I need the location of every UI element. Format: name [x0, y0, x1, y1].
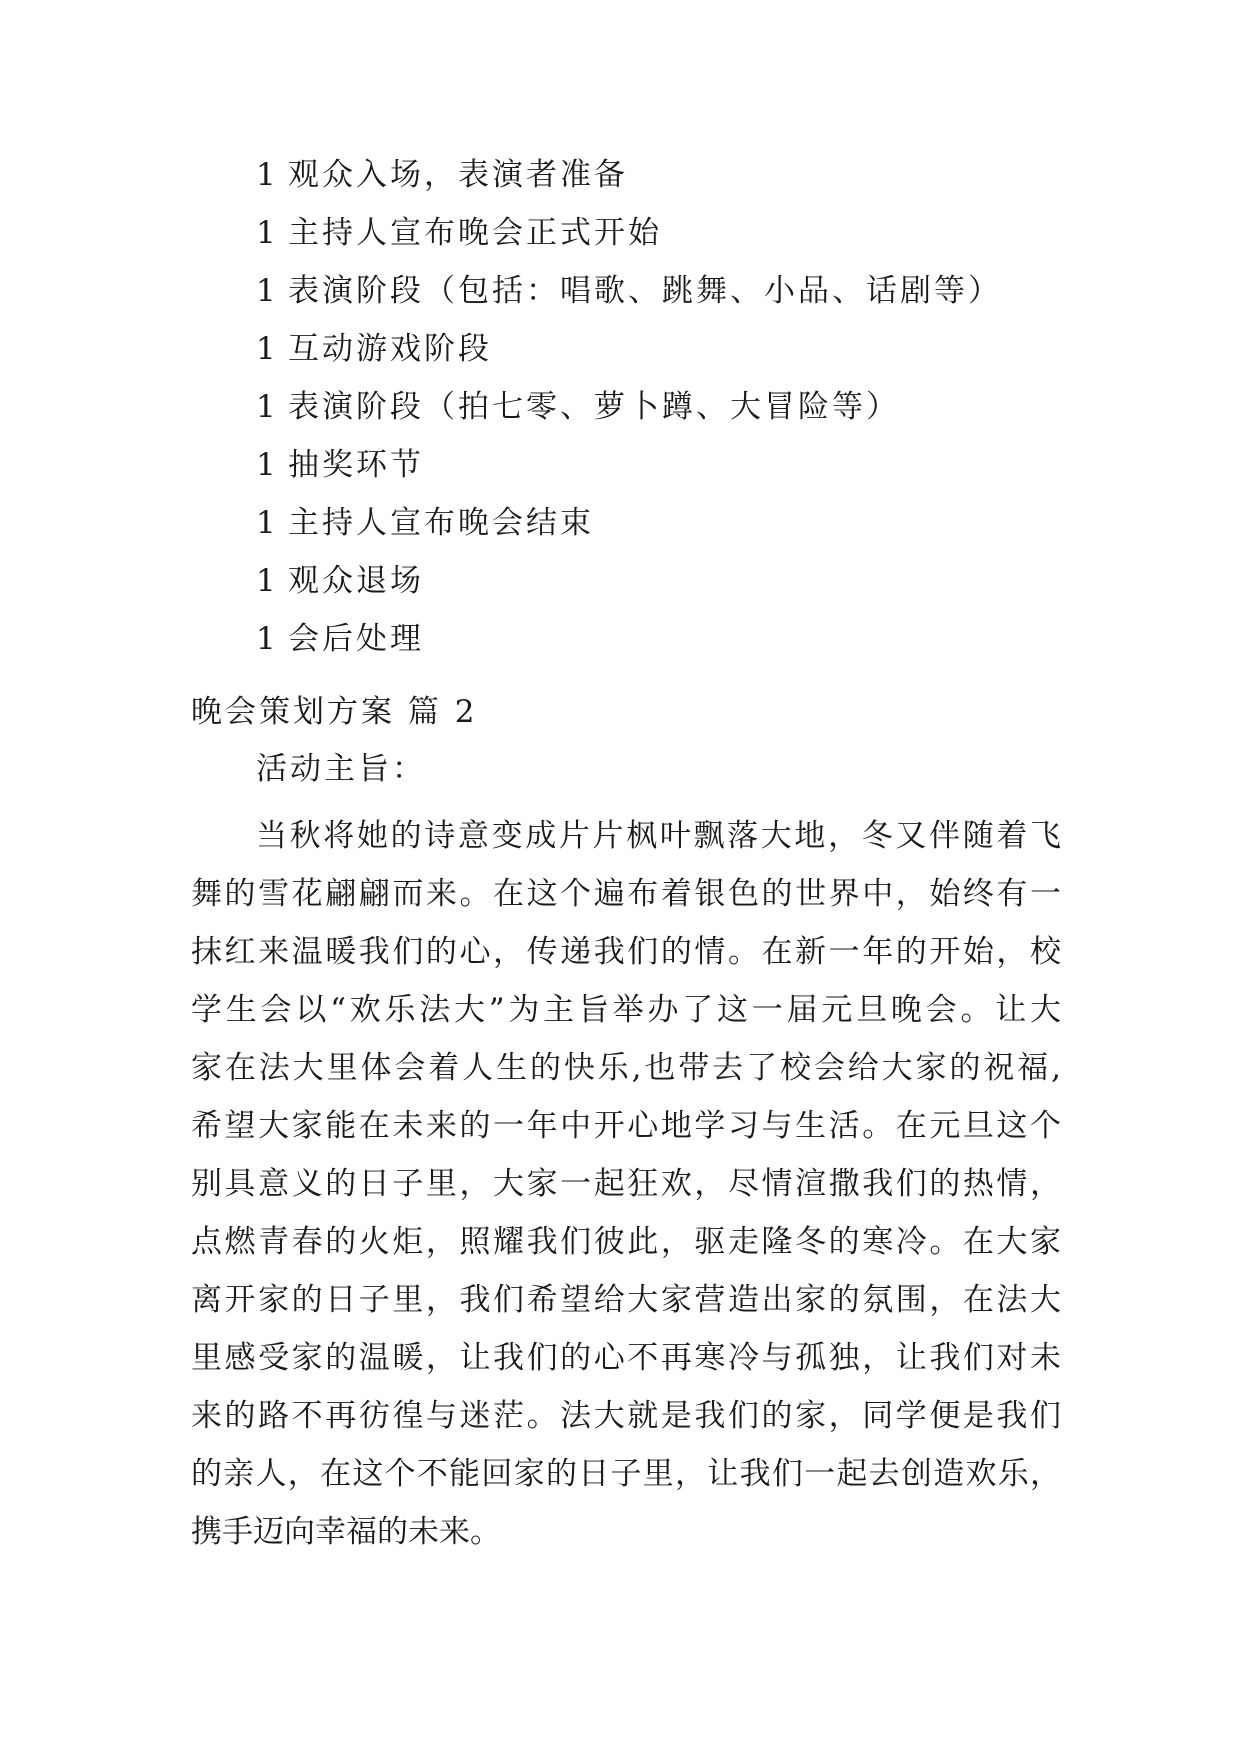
list-item: [256, 271, 1002, 329]
paragraph-line: 来的路不再彷徨与迷茫。法大就是我们的家，同学便是我们: [191, 1398, 1061, 1434]
list-item-text: 观众入场，表演者准备: [288, 157, 628, 193]
paragraph-line: 携手迈向幸福的未来。: [191, 1514, 501, 1550]
paragraph-line: 当秋将她的诗意变成片片枫叶飘落大地，冬又伴随着飞: [256, 818, 1061, 854]
list-item-text: 会后处理: [288, 621, 424, 657]
list-item-text: 主持人宣布晚会结束: [288, 505, 594, 541]
paragraph-line: 点燃青春的火炬，照耀我们彼此，驱走隆冬的寒冷。在大家: [191, 1224, 1061, 1260]
list-item: [256, 445, 1002, 503]
list-bullet: 1: [256, 331, 279, 367]
list-bullet: 1: [256, 389, 279, 425]
schedule-list: [256, 155, 1002, 677]
list-item: [256, 213, 1002, 271]
list-bullet: 1: [256, 157, 279, 193]
subheading: 活动主旨：: [256, 751, 426, 787]
list-bullet: 1: [256, 505, 279, 541]
list-item: [256, 619, 1002, 677]
paragraph-line: 里感受家的温暖，让我们的心不再寒冷与孤独，让我们对未: [191, 1340, 1061, 1376]
paragraph-line: 家在法大里体会着人生的快乐,也带去了校会给大家的祝福,: [191, 1050, 1061, 1086]
body-paragraph: [191, 807, 1061, 1561]
list-item: [256, 561, 1002, 619]
section-title: 晚会策划方案 篇 2: [191, 694, 478, 730]
paragraph-line: 的亲人，在这个不能回家的日子里，让我们一起去创造欢乐，: [191, 1456, 1061, 1492]
list-item-text: 互动游戏阶段: [288, 331, 492, 367]
list-item-text: 表演阶段（包括：唱歌、跳舞、小品、话剧等）: [288, 273, 1002, 309]
list-item-text: 主持人宣布晚会正式开始: [288, 215, 662, 251]
paragraph-line: 抹红来温暖我们的心，传递我们的情。在新一年的开始，校: [191, 934, 1061, 970]
list-item-text: 观众退场: [288, 563, 424, 599]
list-bullet: 1: [256, 215, 279, 251]
list-item: [256, 387, 1002, 445]
list-item: [256, 155, 1002, 213]
list-bullet: 1: [256, 621, 279, 657]
paragraph-line: 希望大家能在未来的一年中开心地学习与生活。在元旦这个: [191, 1108, 1061, 1144]
paragraph-line: 别具意义的日子里，大家一起狂欢，尽情渲撒我们的热情，: [191, 1166, 1061, 1202]
paragraph-line: 学生会以“欢乐法大”为主旨举办了这一届元旦晚会。让大: [191, 992, 1061, 1028]
list-bullet: 1: [256, 563, 279, 599]
list-item: [256, 329, 1002, 387]
list-bullet: 1: [256, 273, 279, 309]
list-item-text: 抽奖环节: [288, 447, 424, 483]
list-item: [256, 503, 1002, 561]
paragraph-line: 离开家的日子里，我们希望给大家营造出家的氛围，在法大: [191, 1282, 1061, 1318]
paragraph-line: 舞的雪花翩翩而来。在这个遍布着银色的世界中，始终有一: [191, 876, 1061, 912]
list-bullet: 1: [256, 447, 279, 483]
list-item-text: 表演阶段（拍七零、萝卜蹲、大冒险等）: [288, 389, 900, 425]
